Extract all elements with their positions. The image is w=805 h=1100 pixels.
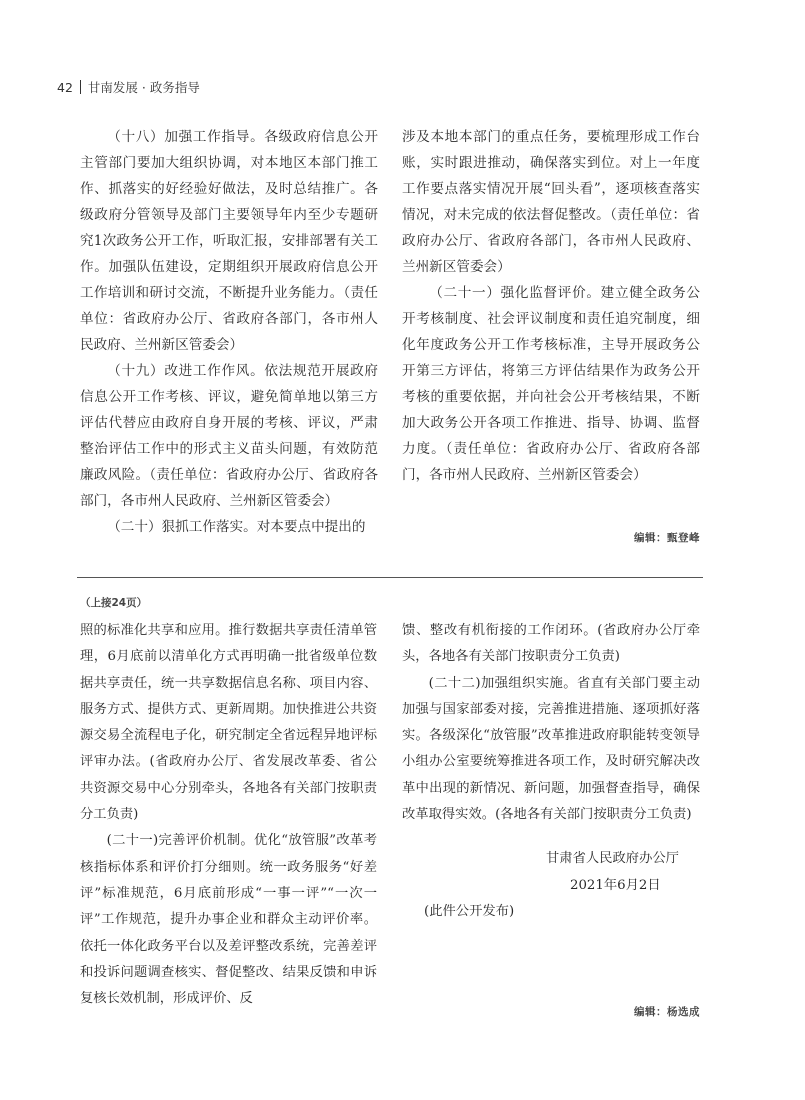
paragraph: （二十一）强化监督评价。建立健全政务公开考核制度、社会评议制度和责任追究制度，细化年度政务公开工作考核标准，主导开展政务公开第三方评估，将第三方评估结果作为政务公开考核的重要依据，并向社会公开考核结果，不断加大政务公开各项工作推进、指导、协调、监督力度。（责任单位：省政府办公厅、省政府各部门，各市州人民政府、兰州新区管委会） [402, 285, 700, 483]
paragraph: （十九）改进工作作风。依法规范开展政府信息公开工作考核、评议，避免简单地以第三方评估代替应由政府自身开展的考核、评议，严肃整治评估工作中的形式主义苗头问题，有效防范廉政风险。（责任单位：省政府办公厅、省政府各部门，各市州人民政府、兰州新区管委会） [80, 363, 378, 509]
paragraph: (二十二)加强组织实施。省直有关部门要主动加强与国家部委对接，完善推进措施、逐项抓好落实。各级深化“放管服”改革推进政府职能转变领导小组办公室要统筹推进各项工作，及时研究解决改革中出现的新情况、新问题，加强督查指导，确保改革取得实效。(各地各有关部门按职责分工负责) [402, 675, 700, 823]
paragraph: 馈、整改有机衔接的工作闭环。(省政府办公厅牵头，各地各有关部门按职责分工负责) [402, 623, 700, 665]
editor-credit: 编辑：甄登峰 [634, 532, 700, 544]
header-divider [80, 80, 81, 94]
bottom-right-column [402, 618, 700, 925]
top-left-column [80, 124, 378, 540]
paragraph: （十八）加强工作指导。各级政府信息公开主管部门要加大组织协调，对本地区本部门推工作、抓落实的好经验好做法，及时总结推广。各级政府分管领导及部门主要领导年内至少专题研究1次政务公开工作，听取汇报，安排部署有关工作。加强队伍建设，定期组织开展政府信息公开工作培训和研讨交流，不断提升业务能力。（责任单位：省政府办公厅、省政府各部门，各市州人民政府、兰州新区管委会） [80, 129, 378, 353]
publication-title: 甘南发展 · 政务指导 [87, 80, 200, 95]
paragraph: 照的标准化共享和应用。推行数据共享责任清单管理，6月底前以清单化方式再明确一批省级单位数据共享责任，统一共享数据信息名称、项目内容、服务方式、提供方式、更新周期。加快推进公共资源交易全流程电子化，研究制定全省远程异地评标评审办法。(省政府办公厅、省发展改革委、省公共资源交易中心分别牵头，各地各有关部门按职责分工负责) [80, 623, 377, 823]
issue-date: 2021年6月2日 [570, 877, 661, 893]
running-header [57, 78, 200, 96]
paragraph: 涉及本地本部门的重点任务，要梳理形成工作台账，实时跟进推动，确保落实到位。对上一年度工作要点落实情况开展“回头看”，逐项核查落实情况，对未完成的依法督促整改。（责任单位：省政府办公厅、省政府各部门，各市州人民政府、兰州新区管委会） [402, 129, 700, 275]
issuing-office: 甘肃省人民政府办公厅 [546, 851, 679, 867]
paragraph: (二十一)完善评价机制。优化“放管服”改革考核指标体系和评价打分细则。统一政务服务“好差评”标准规范，6月底前形成“一事一评”“一次一评”工作规范，提升办事企业和群众主动评价率。依托一体化政务平台以及差评整改系统，完善差评和投诉问题调查核实、督促整改、结果反馈和申诉复核长效机制，形成评价、反 [80, 833, 377, 1007]
bottom-left-column [80, 618, 377, 1012]
section-divider [77, 577, 703, 578]
paragraph: （二十）狠抓工作落实。对本要点中提出的 [107, 519, 366, 535]
page-number: 42 [57, 80, 73, 95]
publication-note: (此件公开发布) [424, 903, 515, 919]
top-right-column [402, 124, 700, 488]
editor-credit: 编辑：杨选成 [634, 1006, 700, 1018]
continued-from-label: （上接24页） [80, 597, 148, 609]
